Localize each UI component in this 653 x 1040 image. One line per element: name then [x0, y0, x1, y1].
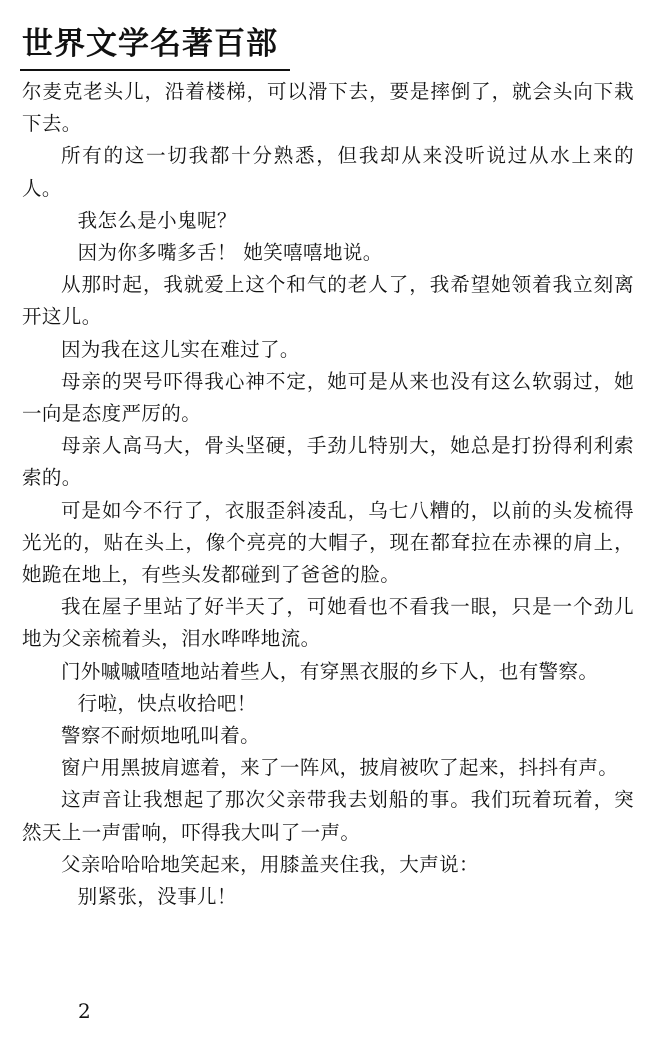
body-text: [22, 76, 634, 913]
paragraph: 从那时起，我就爱上这个和气的老人了，我希望她领着我立刻离开这儿。: [22, 273, 634, 329]
paragraph: 父亲哈哈哈地笑起来，用膝盖夹住我，大声说：: [61, 852, 479, 876]
dialogue-line: 因为你多嘴多舌！ 她笑嘻嘻地说。: [77, 241, 383, 265]
running-header-title: 世界文学名著百部: [22, 26, 278, 62]
page-number: 2: [78, 999, 91, 1023]
paragraph: 可是如今不行了，衣服歪斜凌乱，乌七八糟的，以前的头发梳得光光的，贴在头上，像个亮亮的大帽子，现在都耷拉在赤裸的肩上，她跪在地上，有些头发都碰到了爸爸的脸。: [22, 498, 634, 587]
paragraph: 因为我在这儿实在难过了。: [61, 337, 300, 361]
paragraph: 母亲人高马大，骨头坚硬，手劲儿特别大，她总是打扮得利利索索的。: [22, 434, 634, 490]
paragraph: 警察不耐烦地吼叫着。: [61, 724, 261, 748]
paragraph: 我在屋子里站了好半天了，可她看也不看我一眼，只是一个劲儿地为父亲梳着头，泪水哗哗地流。: [22, 595, 634, 651]
dialogue-line: 行啦，快点收拾吧！: [77, 691, 257, 715]
dialogue-line: 别紧张，没事儿！: [77, 885, 237, 909]
paragraph: 门外嘁嘁喳喳地站着些人，有穿黑衣服的乡下人，也有警察。: [61, 659, 599, 683]
header-divider: [20, 69, 290, 71]
paragraph: 所有的这一切我都十分熟悉，但我却从来没听说过从水上来的人。: [22, 144, 634, 200]
paragraph: 这声音让我想起了那次父亲带我去划船的事。我们玩着玩着，突然天上一声雷响，吓得我大叫了一声。: [22, 788, 634, 844]
paragraph: 尔麦克老头儿，沿着楼梯，可以滑下去，要是摔倒了，就会头向下栽下去。: [22, 80, 634, 136]
paragraph: 母亲的哭号吓得我心神不定，她可是从来也没有这么软弱过，她一向是态度严厉的。: [22, 369, 634, 426]
paragraph: 窗户用黑披肩遮着，来了一阵风，披肩被吹了起来，抖抖有声。: [61, 756, 619, 780]
dialogue-line: 我怎么是小鬼呢？: [77, 208, 237, 232]
